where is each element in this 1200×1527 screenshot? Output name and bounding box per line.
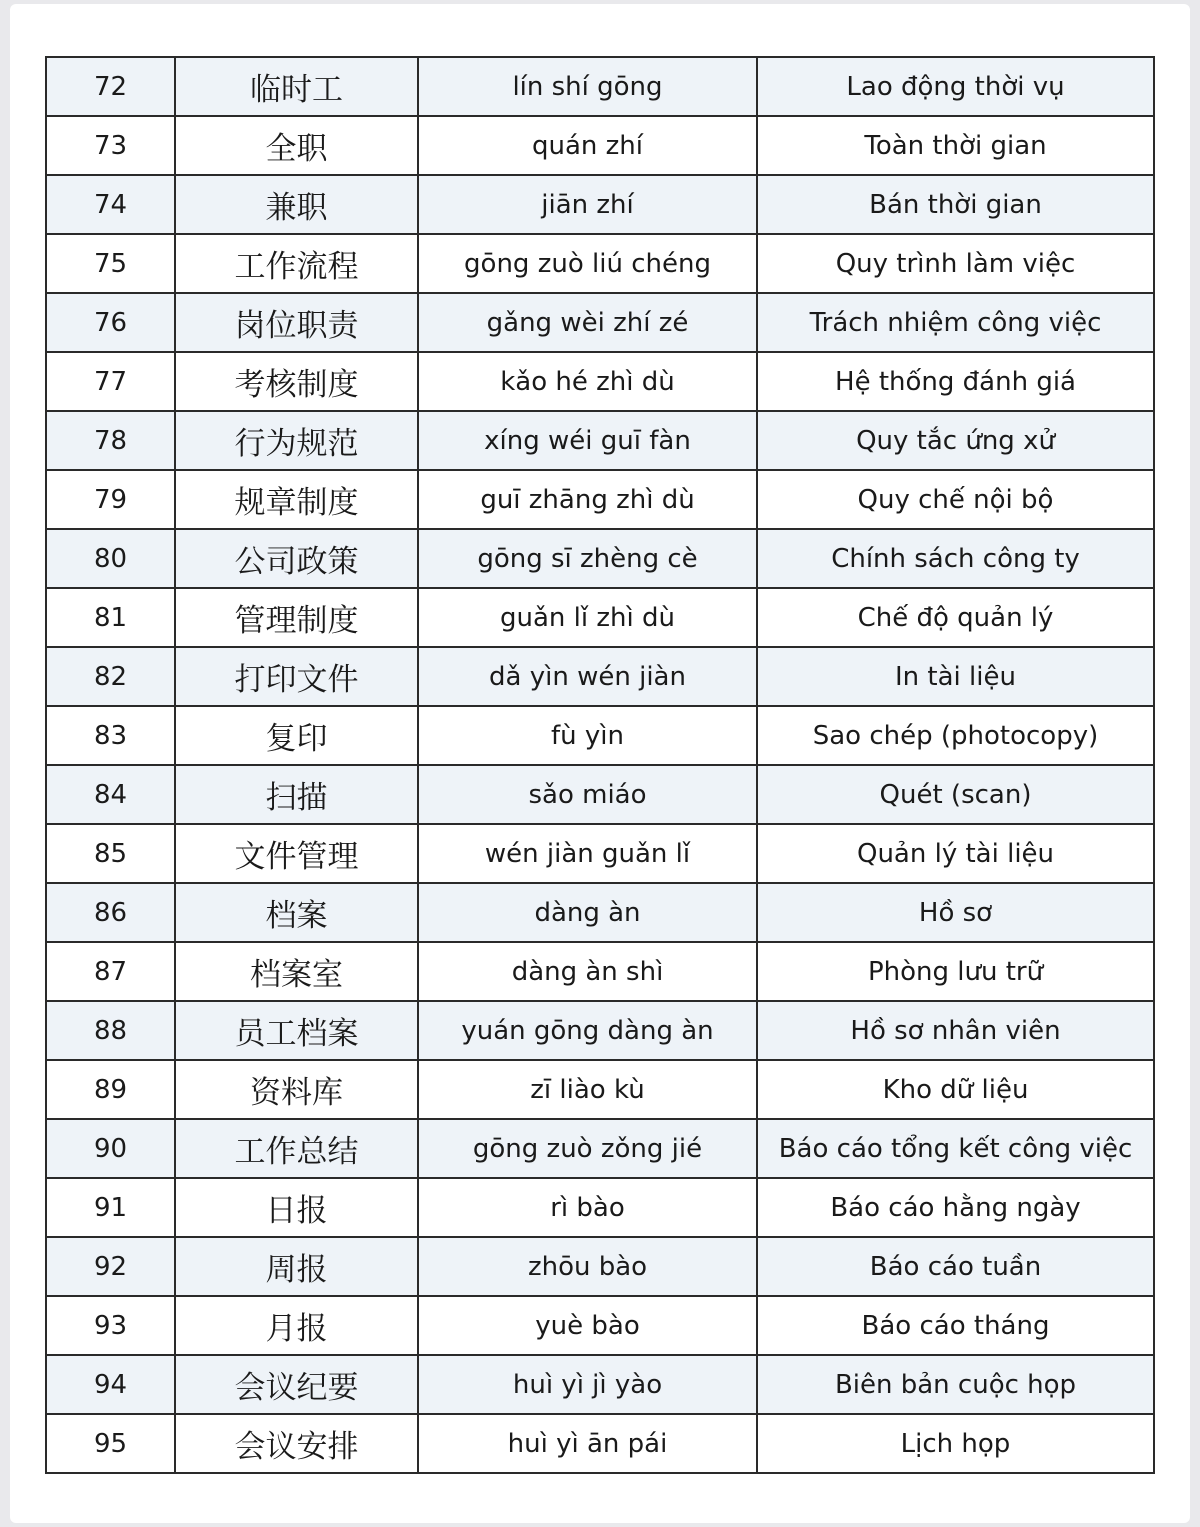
vietnamese-meaning: Hồ sơ bbox=[757, 883, 1154, 942]
table-row bbox=[46, 1414, 1154, 1473]
table-row bbox=[46, 411, 1154, 470]
chinese-term: 考核制度 bbox=[175, 352, 418, 411]
chinese-term: 工作流程 bbox=[175, 234, 418, 293]
table-row bbox=[46, 470, 1154, 529]
pinyin: huì yì jì yào bbox=[418, 1355, 757, 1414]
table-row bbox=[46, 824, 1154, 883]
table-row bbox=[46, 588, 1154, 647]
row-number: 82 bbox=[46, 647, 175, 706]
row-number: 93 bbox=[46, 1296, 175, 1355]
row-number: 91 bbox=[46, 1178, 175, 1237]
pinyin: lín shí gōng bbox=[418, 57, 757, 116]
vietnamese-meaning: Trách nhiệm công việc bbox=[757, 293, 1154, 352]
table-row bbox=[46, 1355, 1154, 1414]
table-row bbox=[46, 1001, 1154, 1060]
pinyin: zī liào kù bbox=[418, 1060, 757, 1119]
pinyin: kǎo hé zhì dù bbox=[418, 352, 757, 411]
row-number: 94 bbox=[46, 1355, 175, 1414]
row-number: 95 bbox=[46, 1414, 175, 1473]
chinese-term: 打印文件 bbox=[175, 647, 418, 706]
table-row bbox=[46, 1237, 1154, 1296]
vietnamese-meaning: Lao động thời vụ bbox=[757, 57, 1154, 116]
table-row bbox=[46, 175, 1154, 234]
pinyin: gǎng wèi zhí zé bbox=[418, 293, 757, 352]
row-number: 79 bbox=[46, 470, 175, 529]
vietnamese-meaning: Báo cáo hằng ngày bbox=[757, 1178, 1154, 1237]
vietnamese-meaning: Phòng lưu trữ bbox=[757, 942, 1154, 1001]
table-row bbox=[46, 765, 1154, 824]
table-row bbox=[46, 529, 1154, 588]
chinese-term: 公司政策 bbox=[175, 529, 418, 588]
table-row bbox=[46, 1060, 1154, 1119]
chinese-term: 扫描 bbox=[175, 765, 418, 824]
vietnamese-meaning: Biên bản cuộc họp bbox=[757, 1355, 1154, 1414]
chinese-term: 临时工 bbox=[175, 57, 418, 116]
table-row bbox=[46, 57, 1154, 116]
table-row bbox=[46, 942, 1154, 1001]
chinese-term: 管理制度 bbox=[175, 588, 418, 647]
vietnamese-meaning: Chính sách công ty bbox=[757, 529, 1154, 588]
chinese-term: 会议安排 bbox=[175, 1414, 418, 1473]
chinese-term: 复印 bbox=[175, 706, 418, 765]
vietnamese-meaning: Hệ thống đánh giá bbox=[757, 352, 1154, 411]
vietnamese-meaning: Báo cáo tổng kết công việc bbox=[757, 1119, 1154, 1178]
chinese-term: 档案 bbox=[175, 883, 418, 942]
chinese-term: 资料库 bbox=[175, 1060, 418, 1119]
row-number: 90 bbox=[46, 1119, 175, 1178]
document-page bbox=[10, 4, 1190, 1523]
row-number: 81 bbox=[46, 588, 175, 647]
row-number: 74 bbox=[46, 175, 175, 234]
pinyin: jiān zhí bbox=[418, 175, 757, 234]
pinyin: huì yì ān pái bbox=[418, 1414, 757, 1473]
pinyin: guī zhāng zhì dù bbox=[418, 470, 757, 529]
row-number: 92 bbox=[46, 1237, 175, 1296]
table-row bbox=[46, 883, 1154, 942]
vietnamese-meaning: Quy trình làm việc bbox=[757, 234, 1154, 293]
vietnamese-meaning: Báo cáo tuần bbox=[757, 1237, 1154, 1296]
table-row bbox=[46, 1296, 1154, 1355]
vietnamese-meaning: Quy chế nội bộ bbox=[757, 470, 1154, 529]
table-row bbox=[46, 352, 1154, 411]
pinyin: gōng zuò zǒng jié bbox=[418, 1119, 757, 1178]
row-number: 77 bbox=[46, 352, 175, 411]
pinyin: xíng wéi guī fàn bbox=[418, 411, 757, 470]
chinese-term: 行为规范 bbox=[175, 411, 418, 470]
chinese-term: 规章制度 bbox=[175, 470, 418, 529]
vietnamese-meaning: Hồ sơ nhân viên bbox=[757, 1001, 1154, 1060]
table-row bbox=[46, 647, 1154, 706]
table-row bbox=[46, 293, 1154, 352]
row-number: 76 bbox=[46, 293, 175, 352]
table-row bbox=[46, 116, 1154, 175]
pinyin: fù yìn bbox=[418, 706, 757, 765]
pinyin: dàng àn shì bbox=[418, 942, 757, 1001]
table-row bbox=[46, 706, 1154, 765]
vietnamese-meaning: Bán thời gian bbox=[757, 175, 1154, 234]
vietnamese-meaning: Kho dữ liệu bbox=[757, 1060, 1154, 1119]
row-number: 78 bbox=[46, 411, 175, 470]
chinese-term: 员工档案 bbox=[175, 1001, 418, 1060]
chinese-term: 兼职 bbox=[175, 175, 418, 234]
row-number: 88 bbox=[46, 1001, 175, 1060]
vietnamese-meaning: In tài liệu bbox=[757, 647, 1154, 706]
vietnamese-meaning: Toàn thời gian bbox=[757, 116, 1154, 175]
table-row bbox=[46, 1178, 1154, 1237]
pinyin: yuán gōng dàng àn bbox=[418, 1001, 757, 1060]
pinyin: zhōu bào bbox=[418, 1237, 757, 1296]
vietnamese-meaning: Báo cáo tháng bbox=[757, 1296, 1154, 1355]
row-number: 72 bbox=[46, 57, 175, 116]
chinese-term: 工作总结 bbox=[175, 1119, 418, 1178]
chinese-term: 全职 bbox=[175, 116, 418, 175]
vietnamese-meaning: Chế độ quản lý bbox=[757, 588, 1154, 647]
chinese-term: 文件管理 bbox=[175, 824, 418, 883]
chinese-term: 会议纪要 bbox=[175, 1355, 418, 1414]
pinyin: sǎo miáo bbox=[418, 765, 757, 824]
vocabulary-table bbox=[45, 56, 1155, 1474]
row-number: 85 bbox=[46, 824, 175, 883]
table-row bbox=[46, 1119, 1154, 1178]
chinese-term: 月报 bbox=[175, 1296, 418, 1355]
vietnamese-meaning: Quét (scan) bbox=[757, 765, 1154, 824]
pinyin: yuè bào bbox=[418, 1296, 757, 1355]
row-number: 80 bbox=[46, 529, 175, 588]
pinyin: quán zhí bbox=[418, 116, 757, 175]
row-number: 73 bbox=[46, 116, 175, 175]
vietnamese-meaning: Lịch họp bbox=[757, 1414, 1154, 1473]
row-number: 89 bbox=[46, 1060, 175, 1119]
table-row bbox=[46, 234, 1154, 293]
pinyin: rì bào bbox=[418, 1178, 757, 1237]
chinese-term: 岗位职责 bbox=[175, 293, 418, 352]
chinese-term: 日报 bbox=[175, 1178, 418, 1237]
row-number: 86 bbox=[46, 883, 175, 942]
vietnamese-meaning: Quản lý tài liệu bbox=[757, 824, 1154, 883]
row-number: 84 bbox=[46, 765, 175, 824]
vietnamese-meaning: Quy tắc ứng xử bbox=[757, 411, 1154, 470]
pinyin: wén jiàn guǎn lǐ bbox=[418, 824, 757, 883]
pinyin: gōng sī zhèng cè bbox=[418, 529, 757, 588]
pinyin: dàng àn bbox=[418, 883, 757, 942]
pinyin: dǎ yìn wén jiàn bbox=[418, 647, 757, 706]
row-number: 83 bbox=[46, 706, 175, 765]
pinyin: gōng zuò liú chéng bbox=[418, 234, 757, 293]
row-number: 87 bbox=[46, 942, 175, 1001]
chinese-term: 档案室 bbox=[175, 942, 418, 1001]
pinyin: guǎn lǐ zhì dù bbox=[418, 588, 757, 647]
vocabulary-table-body bbox=[46, 57, 1154, 1473]
vietnamese-meaning: Sao chép (photocopy) bbox=[757, 706, 1154, 765]
chinese-term: 周报 bbox=[175, 1237, 418, 1296]
row-number: 75 bbox=[46, 234, 175, 293]
